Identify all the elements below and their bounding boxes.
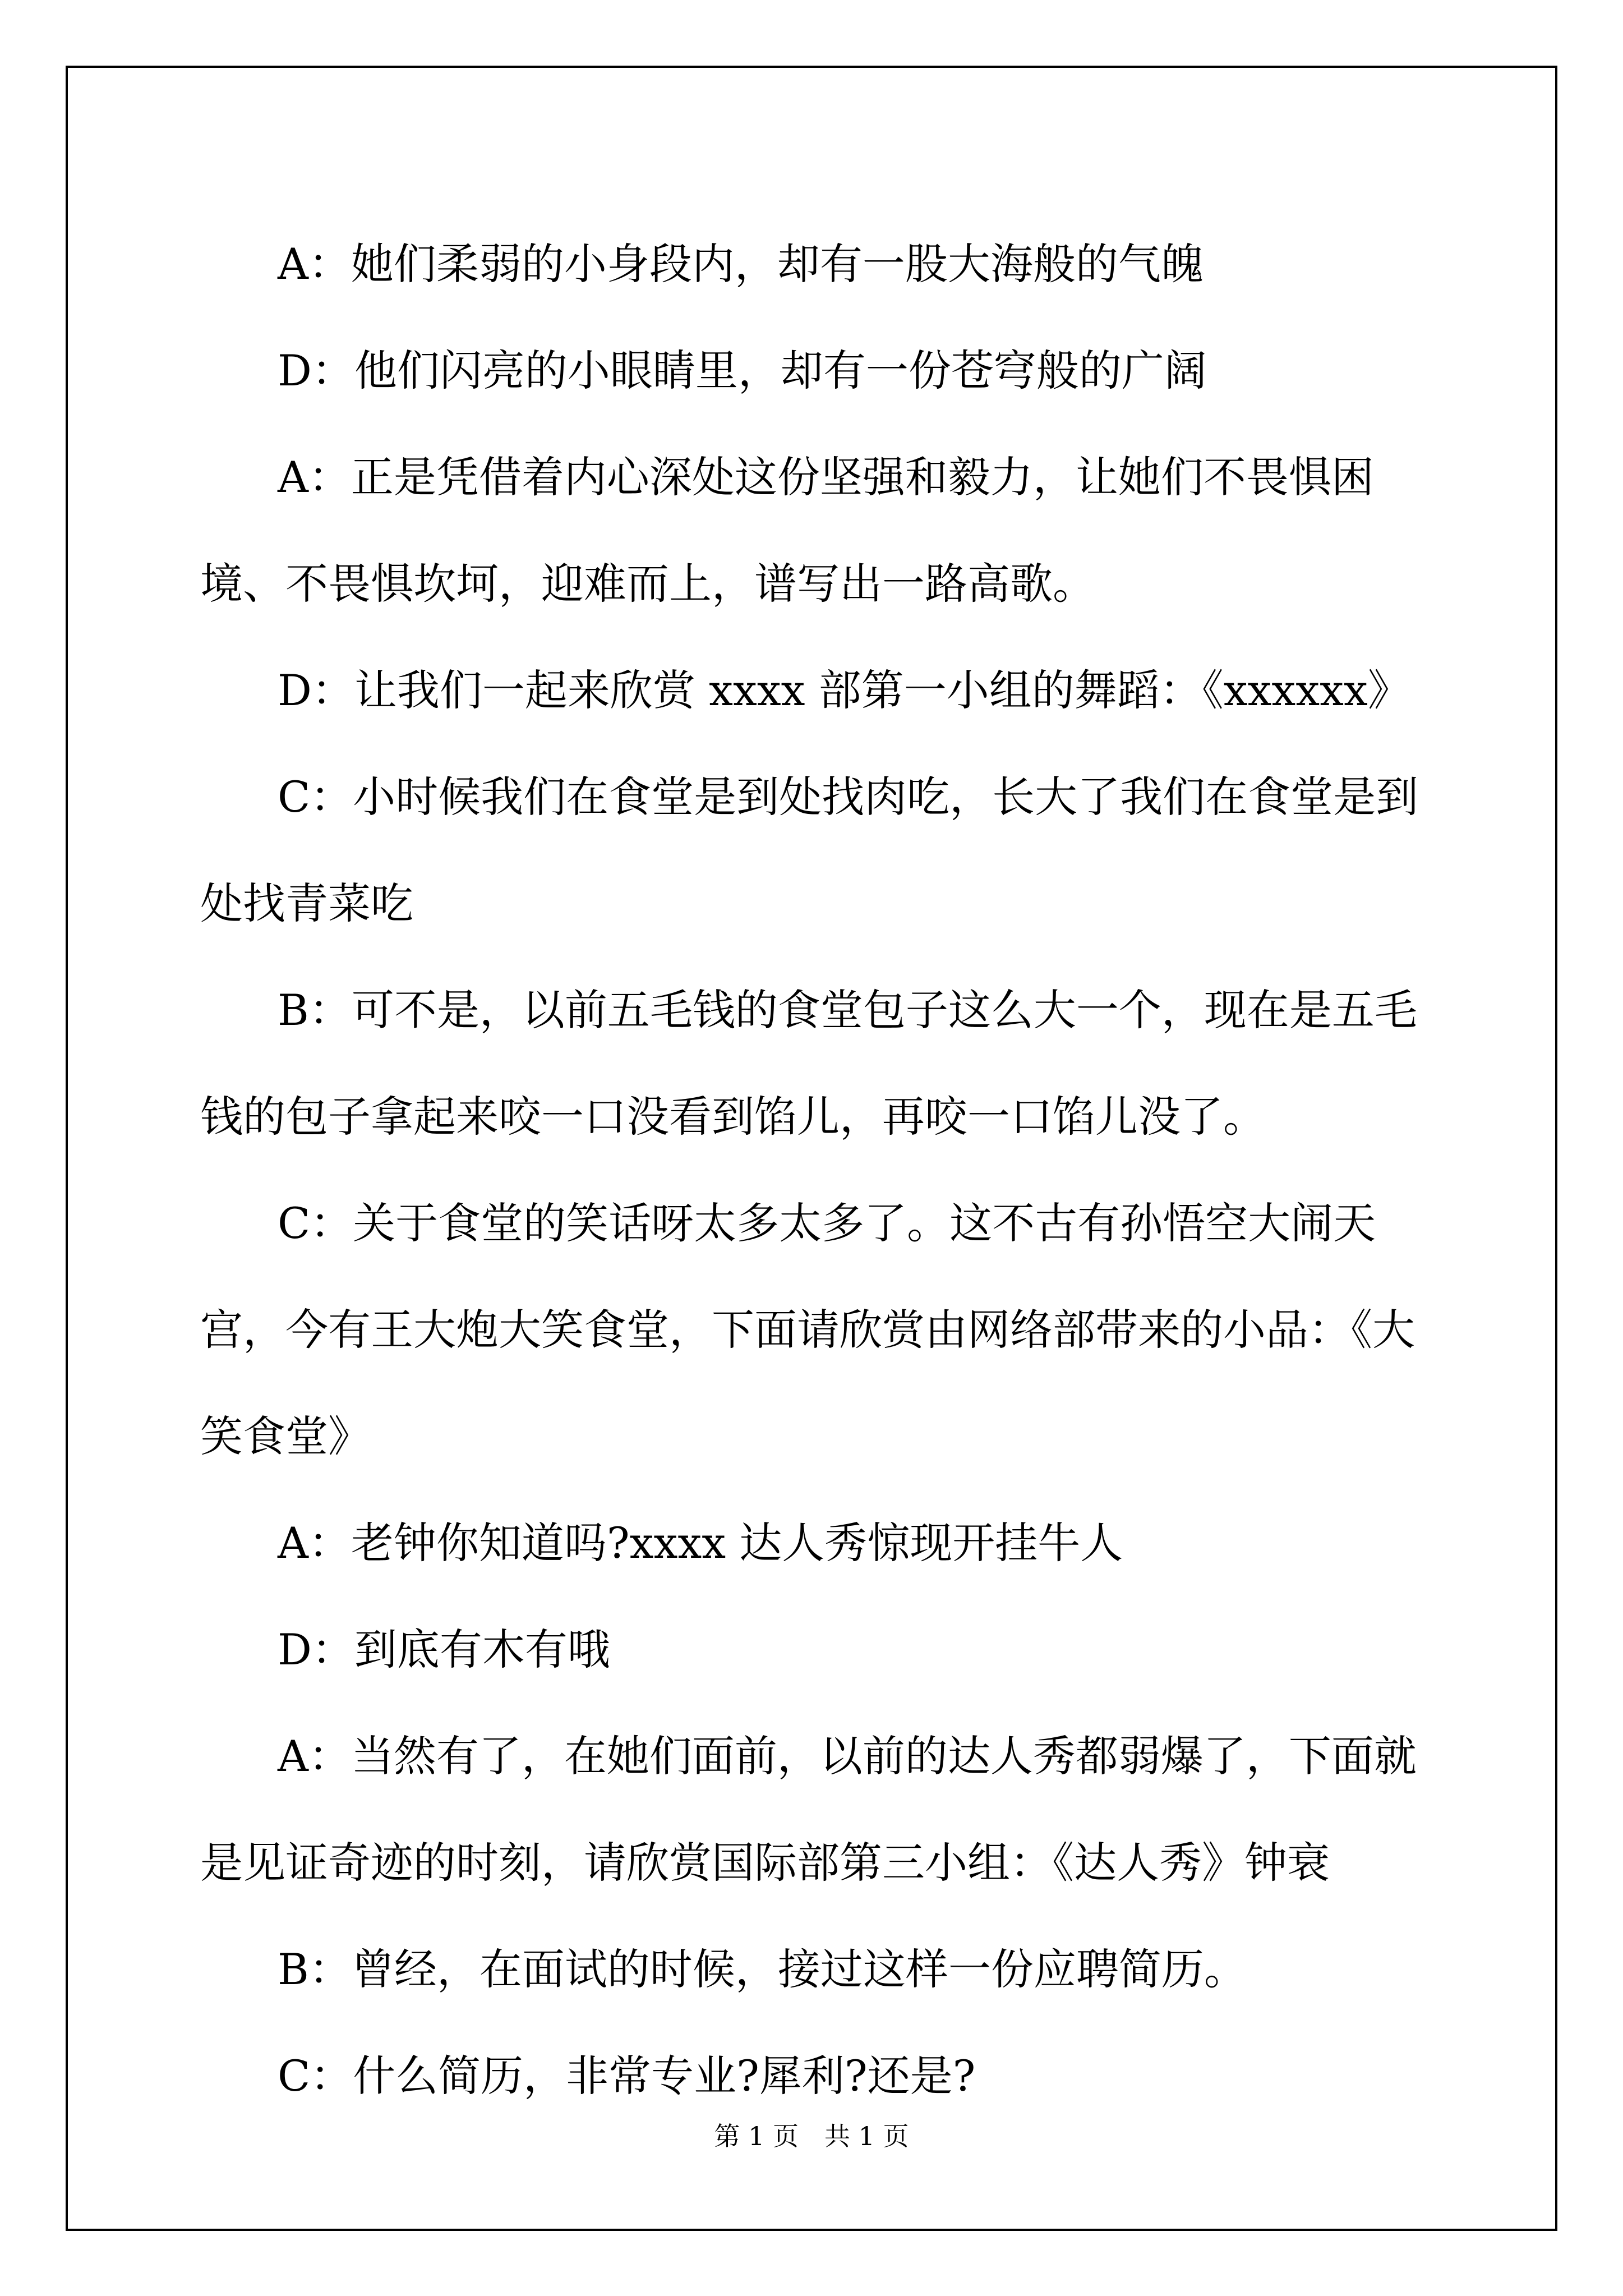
paragraph: A：她们柔弱的小身段内，却有一股大海般的气魄 <box>278 239 1204 289</box>
paragraph: D：到底有木有哦 <box>278 1625 610 1674</box>
paragraph: D：让我们一起来欣赏 xxxx 部第一小组的舞蹈：《xxxxxx》 <box>278 665 1410 715</box>
page-footer: 第 1 页 共 1 页 <box>714 2121 909 2151</box>
paragraph: C：关于食堂的笑话呀太多太多了。这不古有孙悟空大闹天宫，今有王大炮大笑食堂，下面请欣赏由网络部带来的小品：《大笑食堂》 <box>200 1198 1415 1461</box>
paragraph: A：当然有了，在她们面前，以前的达人秀都弱爆了，下面就是见证奇迹的时刻，请欣赏国际部第三小组：《达人秀》钟衰 <box>200 1731 1417 1888</box>
paragraph: A：正是凭借着内心深处这份坚强和毅力，让她们不畏惧困境、不畏惧坎坷，迎难而上，谱写出一路高歌。 <box>200 452 1374 609</box>
paragraph: A：老钟你知道吗?xxxx 达人秀惊现开挂牛人 <box>278 1518 1123 1568</box>
paragraph: B：曾经，在面试的时候，接过这样一份应聘简历。 <box>278 1944 1247 1994</box>
paragraph: D：他们闪亮的小眼睛里，却有一份苍穹般的广阔 <box>278 346 1207 395</box>
paragraph: C：什么简历，非常专业?犀利?还是? <box>278 2051 976 2101</box>
document-body <box>200 211 1428 2129</box>
paragraph: B：可不是，以前五毛钱的食堂包子这么大一个，现在是五毛钱的包子拿起来咬一口没看到馅儿，再咬一口馅儿没了。 <box>200 985 1417 1142</box>
paragraph: C：小时候我们在食堂是到处找肉吃，长大了我们在食堂是到处找青菜吃 <box>200 772 1419 928</box>
